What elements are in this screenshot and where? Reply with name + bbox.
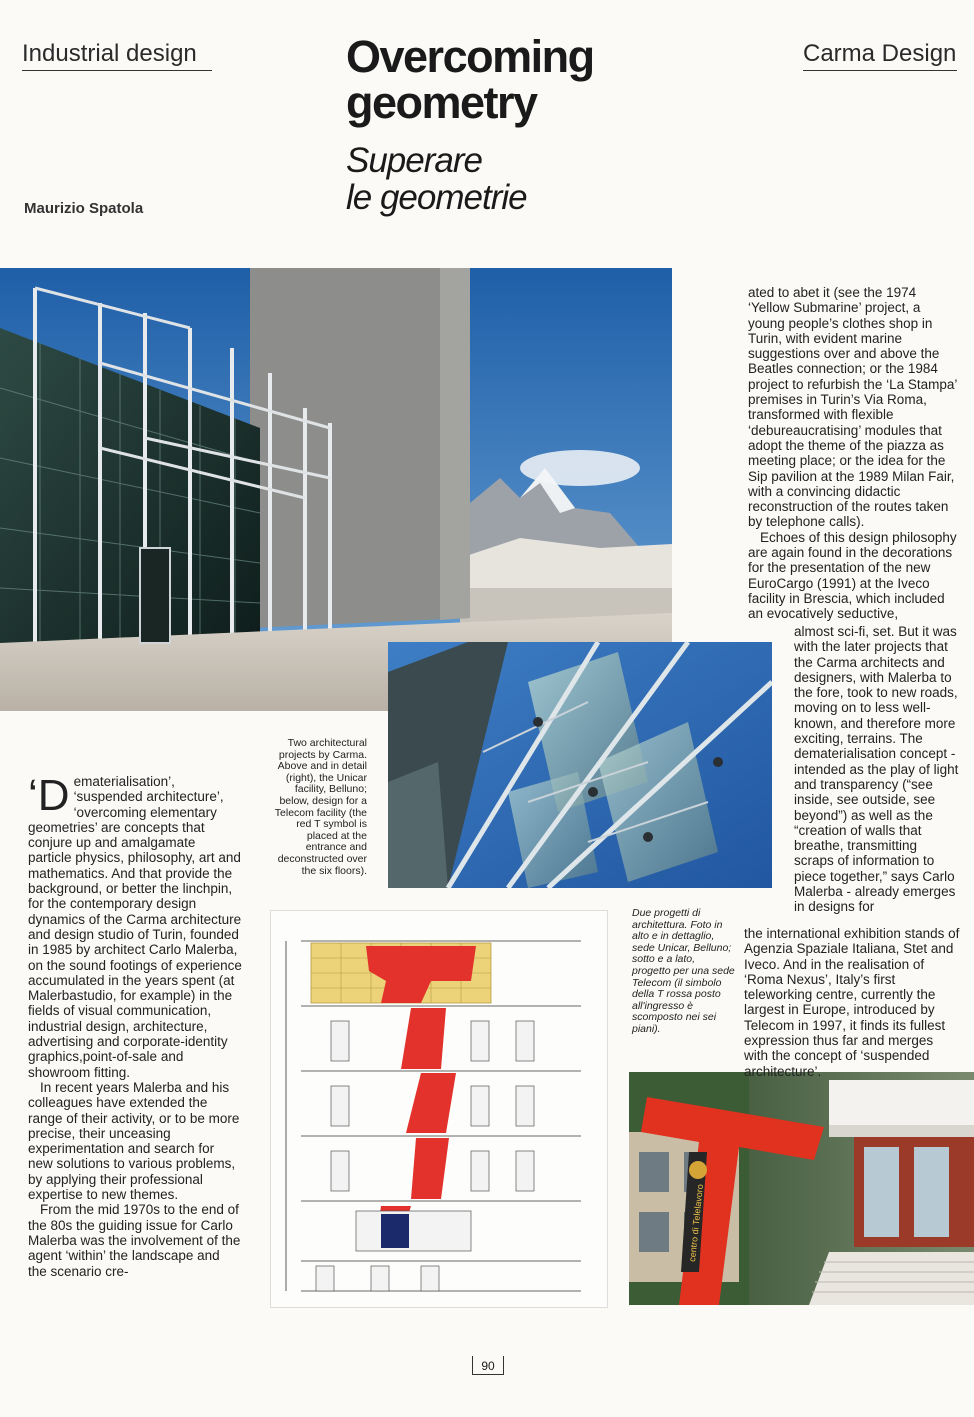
article-paragraph: the international exhibition stands of Agenzia Spaziale Italiana, Stet and Iveco. And in the realisation of ‘Roma Nexus’, Italy’s first teleworking centre, currently the largest in Europe, introduced by Telecom in 1997, it finds its fullest expression thus far and merges with the concept of ‘suspended architecture’.: [744, 926, 960, 1079]
paragraph-text: ematerialisation’, ‘suspended architecture’, ‘overcoming elementary geometries’ are concepts that conjure up and amalgamate particle physics, philosophy, art and mathematics. And that provide the background, or better the linchpin, for the contemporary design dynamics of the Carma architecture and design studio of Turin, founded in 1985 by architect Carlo Malerba, on the sound footings of experience accumulated in the years spent (at Malerbastudio, for example) in the fields of visual communication, industrial design, architecture, advertising and corporate-identity graphics,point-of-sale and showroom fitting.: [28, 774, 242, 1080]
facade-detail-photo: [388, 642, 772, 888]
title-english-line2: geometry: [346, 77, 537, 128]
telecom-sign-text: centro di Telelavoro: [687, 1183, 706, 1263]
caption-english: Two architectural projects by Carma. Above and in detail (right), the Unicar facility, Belluno; below, design for a Telecom facility (the red T symbol is placed at the entrance and deconstructed over the six floors).: [274, 737, 367, 877]
title-english: [346, 31, 594, 128]
article-paragraph: In recent years Malerba and his colleagues have extended the range of their activity, or to be more precise, their unceasing experimentation and search for new solutions to various problems, by applying their professional expertise to new themes.: [28, 1079, 240, 1203]
title-english-line1: Overcoming: [346, 31, 594, 82]
section-label-right: Carma Design: [803, 40, 957, 71]
article-column-2-middle: [794, 624, 960, 915]
article-column-2-top: [748, 285, 960, 622]
title-italian-line1: Superare: [346, 141, 482, 180]
telecom-entrance-photo: [629, 1072, 974, 1305]
article-column-2-bottom: [744, 926, 960, 1079]
page-number: 90: [472, 1356, 504, 1375]
article-column-1: [28, 771, 242, 1279]
title-italian: [346, 142, 527, 216]
author-name: Maurizio Spatola: [24, 200, 144, 217]
article-paragraph: almost sci-fi, set. But it was with the later projects that the Carma architects and designers, with Malerba to the fore, took to new roads, moving on to less well-known, and therefore more exciting, terrains. The dematerialisation concept - intended as the play of light and transparency (“see inside, see outside, see beyond”) as well as the “creation of walls that breathe, transmitting scraps of information to piece together,” says Carlo Malerba - already emerges in designs for: [794, 624, 959, 915]
article-paragraph: ated to abet it (see the 1974 ‘Yellow Submarine’ project, a young people’s clothes shop in Turin, with evident marine suggestions over and above the Beatles connection; or the 1984 project to refurbish the ‘La Stampa’ premises in Turin’s Via Roma, transformed with flexible ‘debureaucratising’ modules that adopt the theme of the piazza as meeting place; or the idea for the Sip pavilion at the 1989 Milan Fair, with a convincing didactic reconstruction of the routes taken by telephone calls).: [748, 285, 957, 530]
section-label-left: Industrial design: [22, 40, 212, 71]
article-paragraph: [28, 771, 242, 1080]
article-paragraph: From the mid 1970s to the end of the 80s the guiding issue for Carlo Malerba was the involvement of the agent ‘within’ the landscape and the scenario cre-: [28, 1202, 241, 1279]
telecom-elevation-drawing: [270, 910, 608, 1308]
title-italian-line2: le geometrie: [346, 178, 527, 217]
dropcap: ‘D: [28, 771, 70, 820]
caption-italian: Due progetti di architettura. Foto in alto e in dettaglio, sede Unicar, Belluno; sotto e a lato, progetto per una sede Telecom (il simbolo della T rossa posto all'ingresso è scomposto nei sei piani).: [632, 907, 735, 1035]
article-paragraph: Echoes of this design philosophy are again found in the decorations for the presentation of the new EuroCargo (1991) at the Iveco facility in Brescia, which included an evocatively seductive,: [748, 529, 957, 622]
